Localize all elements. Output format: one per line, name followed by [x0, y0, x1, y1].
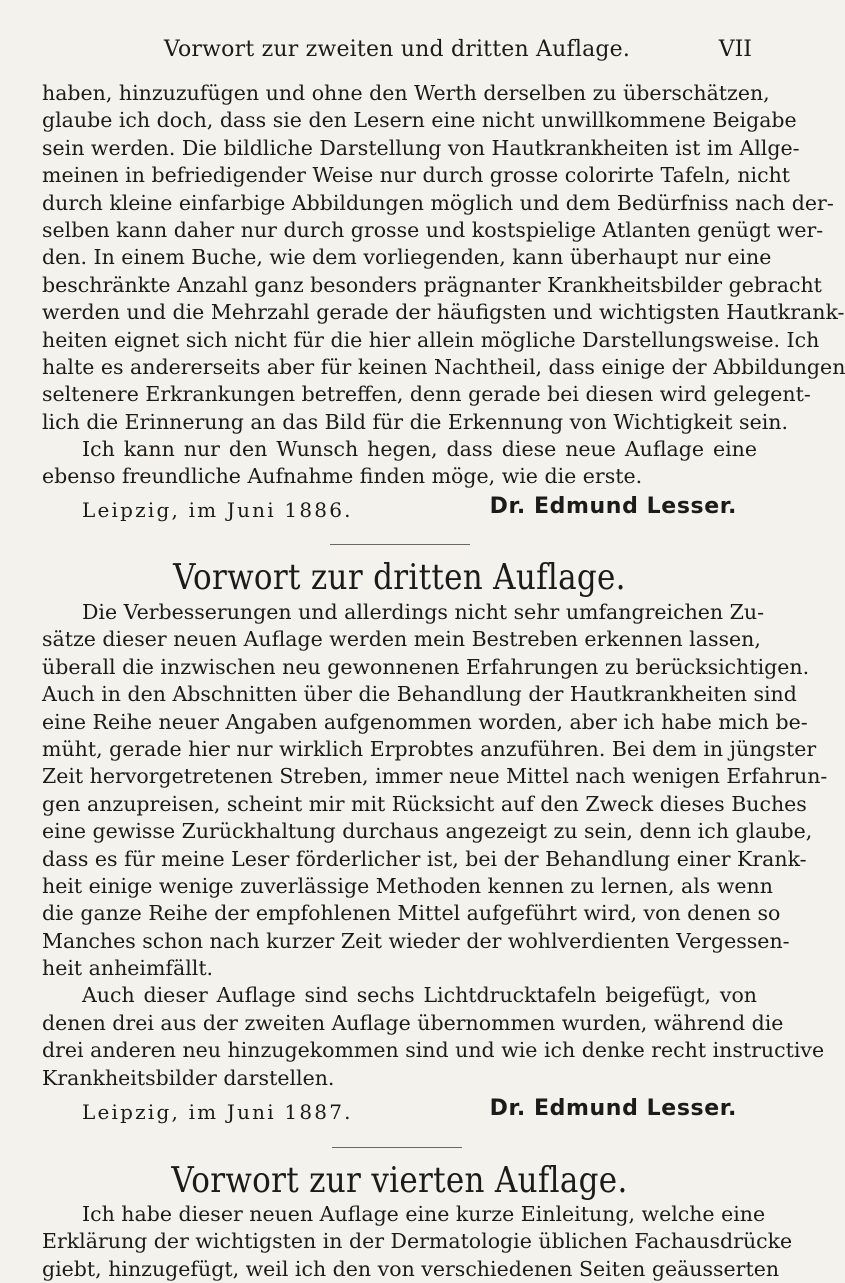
text-line: beschränkte Anzahl ganz besonders prägnanter Krankheitsbilder gebracht: [42, 272, 822, 297]
signature-line-1886: [42, 494, 757, 526]
text-line: die ganze Reihe der empfohlenen Mittel aufgeführt wird, von denen so: [42, 901, 781, 926]
place-date: Leipzig, im Juni 1887.: [82, 1100, 353, 1124]
section-divider: [332, 1147, 462, 1148]
text-line: ebenso freundliche Aufnahme finden möge, wie die erste.: [42, 464, 643, 489]
text-line: denen drei aus der zweiten Auflage übernommen wurden, während die: [42, 1010, 784, 1035]
text-line: müht, gerade hier nur wirklich Erprobtes anzuführen. Bei dem in jüngster: [42, 736, 817, 761]
text-line: durch kleine einfarbige Abbildungen möglich und dem Bedürfniss nach der-: [42, 190, 834, 215]
preface-2nd-body: [42, 80, 845, 491]
text-line: seltenere Erkrankungen betreffen, denn gerade bei diesen wird gelegent-: [42, 382, 811, 407]
text-line: Die Verbesserungen und allerdings nicht sehr umfangreichen Zu-: [82, 600, 764, 624]
text-line: giebt, hinzugefügt, weil ich den von verschiedenen Seiten geäusserten: [42, 1256, 780, 1281]
preface-4th-body: [42, 1201, 793, 1283]
text-line: überall die inzwischen neu gewonnenen Erfahrungen zu berücksichtigen.: [42, 654, 810, 679]
text-line: dass es für meine Leser förderlicher ist, bei der Behandlung einer Krank-: [42, 846, 807, 871]
section-heading: Vorwort zur vierten Auflage.: [171, 1160, 628, 1202]
running-header: [42, 37, 752, 67]
text-line: Erklärung der wichtigsten in der Dermatologie üblichen Fachausdrücke: [42, 1229, 793, 1254]
text-line: Auch in den Abschnitten über die Behandlung der Hautkrankheiten sind: [42, 682, 797, 707]
text-line: glaube ich doch, dass sie den Lesern eine nicht unwillkommene Beigabe: [42, 108, 797, 133]
text-line: drei anderen neu hinzugekommen sind und wie ich denke recht instructive: [42, 1038, 825, 1063]
text-line: heiten eignet sich nicht für die hier allein mögliche Darstellungsweise. Ich: [42, 327, 820, 352]
text-line: meinen in befriedigender Weise nur durch grosse colorirte Tafeln, nicht: [42, 163, 791, 188]
text-line: werden und die Mehrzahl gerade der häufigsten und wichtigsten Hautkrank-: [42, 300, 845, 325]
preface-3rd-body: [42, 599, 828, 1092]
text-line: Krankheitsbilder darstellen.: [42, 1065, 335, 1090]
text-line: halte es andererseits aber für keinen Nachtheil, dass einige der Abbildungen: [42, 354, 845, 379]
place-date: Leipzig, im Juni 1886.: [82, 498, 353, 522]
text-line: sätze dieser neuen Auflage werden mein Bestreben erkennen lassen,: [42, 627, 761, 652]
text-line: eine Reihe neuer Angaben aufgenommen worden, aber ich habe mich be-: [42, 709, 808, 734]
text-line: eine gewisse Zurückhaltung durchaus angezeigt zu sein, denn ich glaube,: [42, 819, 813, 844]
section-divider: [330, 544, 470, 545]
text-line: Manches schon nach kurzer Zeit wieder der wohlverdienten Vergessen-: [42, 928, 790, 953]
author-signature: Dr. Edmund Lesser.: [489, 494, 737, 519]
text-line: heit anheimfällt.: [42, 956, 214, 981]
signature-line-1887: [42, 1096, 757, 1128]
text-line: den. In einem Buche, wie dem vorliegenden, kann überhaupt nur eine: [42, 245, 772, 270]
section-heading: Vorwort zur dritten Auflage.: [173, 557, 626, 599]
text-line: Ich kann nur den Wunsch hegen, dass diese neue Auflage eine: [82, 437, 757, 462]
text-line: lich die Erinnerung an das Bild für die Erkennung von Wichtigkeit sein.: [42, 409, 788, 434]
text-line: sein werden. Die bildliche Darstellung von Hautkrankheiten ist im Allge-: [42, 135, 800, 160]
text-line: gen anzupreisen, scheint mir mit Rücksicht auf den Zweck dieses Buches: [42, 791, 807, 816]
text-line: heit einige wenige zuverlässige Methoden kennen zu lernen, als wenn: [42, 873, 773, 898]
text-line: haben, hinzuzufügen und ohne den Werth derselben zu überschätzen,: [42, 81, 770, 105]
running-title: Vorwort zur zweiten und dritten Auflage.: [163, 37, 631, 62]
text-line: selben kann daher nur durch grosse und kostspielige Atlanten genügt wer-: [42, 217, 824, 242]
author-signature: Dr. Edmund Lesser.: [489, 1096, 737, 1121]
text-line: Zeit hervorgetretenen Streben, immer neue Mittel nach wenigen Erfahrun-: [42, 764, 828, 789]
page-number: VII: [718, 37, 752, 62]
text-line: Ich habe dieser neuen Auflage eine kurze Einleitung, welche eine: [82, 1202, 766, 1226]
text-line: Auch dieser Auflage sind sechs Lichtdrucktafeln beigefügt, von: [82, 983, 757, 1008]
